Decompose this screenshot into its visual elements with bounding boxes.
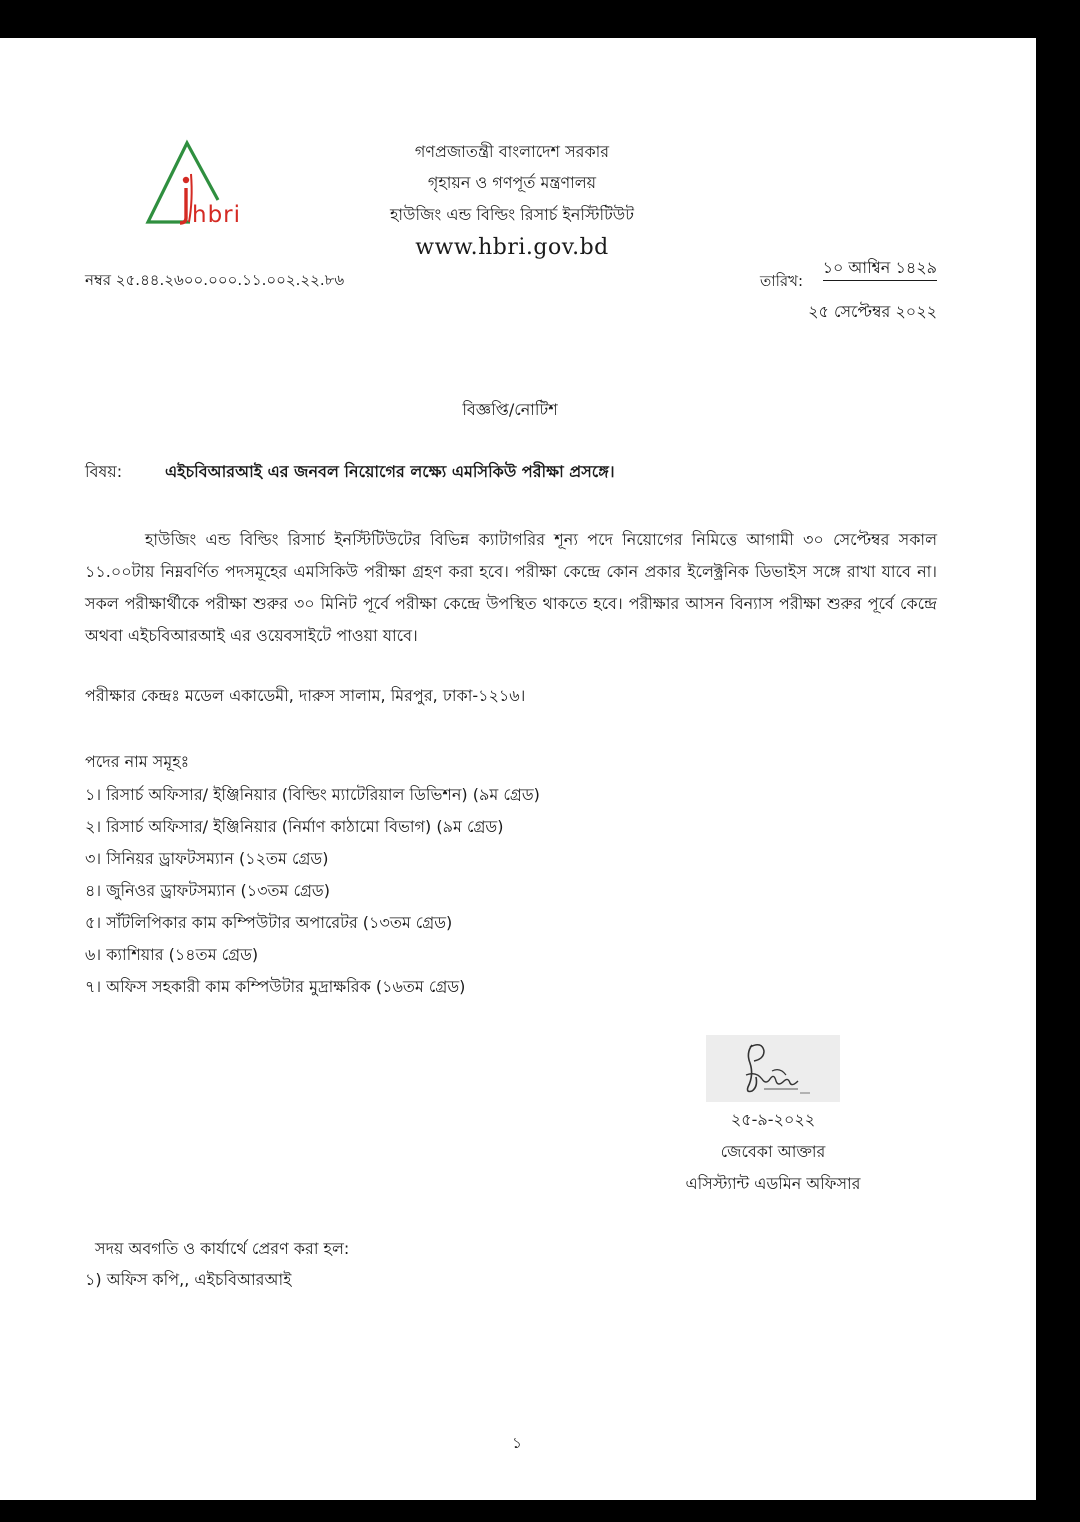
date-english: ২৫ সেপ্টেম্বর ২০২২ <box>808 302 937 321</box>
notice-title: বিজ্ঞপ্তি/নোটিশ <box>462 400 558 419</box>
body-paragraph: হাউজিং এন্ড বিল্ডিং রিসার্চ ইনস্টিটিউটের বিভিন্ন ক্যাটাগরির শূন্য পদে নিয়োগের নিমিত্তে আগামী ৩০ সেপ্টেম্বর সকাল ১১.০০টায় নিম্নবর্ণিত পদসমূহের এমসিকিউ পরীক্ষা গ্রহণ করা হবে। পরীক্ষা কেন্দ্রে কোন প্রকার ইলেক্ট্রনিক ডিভাইস সঙ্গে রাখা যাবে না। সকল পরীক্ষার্থীকে পরীক্ষা শুরুর ৩০ মিনিট পূর্বে পরীক্ষা কেন্দ্রে উপস্থিত থাকতে হবে। পরীক্ষার আসন বিন্যাস পরীক্ষা শুরুর পূর্বে কেন্দ্রে অথবা এইচবিআরআই এর ওয়েবসাইটে পাওয়া যাবে। <box>85 530 937 645</box>
exam-center: পরীক্ষার কেন্দ্রঃ মডেল একাডেমী, দারুস সালাম, মিরপুর, ঢাকা-১২১৬। <box>85 686 526 705</box>
list-item: ৪। জুনিওর ড্রাফটসম্যান (১৩তম গ্রেড) <box>85 881 330 900</box>
signatory-name: জেবেকা আক্তার <box>720 1142 826 1161</box>
subject-text: এইচবিআরআই এর জনবল নিয়োগের লক্ষ্যে এমসিকিউ পরীক্ষা প্রসঙ্গে। <box>165 462 615 481</box>
page-number: ১ <box>512 1434 522 1452</box>
list-item: ৫। সাঁটলিপিকার কাম কম্পিউটার অপারেটর (১৩তম গ্রেড) <box>85 913 453 932</box>
header-ministry: গৃহায়ন ও গণপূর্ত মন্ত্রণালয় <box>427 173 597 192</box>
signature-date: ২৫-৯-২০২২ <box>730 1110 816 1129</box>
scan-border-bottom <box>0 1500 1080 1522</box>
signature-scribble <box>706 1035 840 1102</box>
distribution-item: ১) অফিস কপি,, এইচবিআরআই <box>85 1270 292 1289</box>
list-item: ১। রিসার্চ অফিসার/ ইঞ্জিনিয়ার (বিল্ডিং ম্যাটেরিয়াল ডিভিশন) (৯ম গ্রেড) <box>85 785 540 804</box>
scan-border-right <box>1036 0 1080 1522</box>
list-item: ৬। ক্যাশিয়ার (১৪তম গ্রেড) <box>85 945 259 964</box>
list-item: ২। রিসার্চ অফিসার/ ইঞ্জিনিয়ার (নির্মাণ কাঠামো বিভাগ) (৯ম গ্রেড) <box>85 817 504 836</box>
posts-list <box>85 784 945 1008</box>
signatory-designation: এসিস্ট্যান্ট এডমিন অফিসার <box>685 1174 861 1193</box>
header-institute: হাউজিং এন্ড বিল্ডিং রিসার্চ ইনস্টিটিউট <box>390 205 634 224</box>
signature-image <box>706 1035 840 1102</box>
header-government: গণপ্রজাতন্ত্রী বাংলাদেশ সরকার <box>414 142 610 161</box>
subject-label: বিষয়: <box>85 462 123 481</box>
list-item: ৩। সিনিয়র ড্রাফটসম্যান (১২তম গ্রেড) <box>85 849 329 868</box>
logo-i-dot <box>183 177 189 183</box>
header-website: www.hbri.gov.bd <box>415 235 609 260</box>
date-label: তারিখ: <box>760 272 804 290</box>
hbri-logo <box>140 138 265 228</box>
posts-heading: পদের নাম সমূহঃ <box>85 752 190 771</box>
list-item: ৭। অফিস সহকারী কাম কম্পিউটার মুদ্রাক্ষরিক (১৬তম গ্রেড) <box>85 977 466 996</box>
memo-number: নম্বর ২৫.৪৪.২৬০০.০০০.১১.০০২.২২.৮৬ <box>85 271 345 289</box>
distribution-heading: সদয় অবগতি ও কার্যার্থে প্রেরণ করা হল: <box>95 1239 350 1258</box>
scan-border-top <box>0 0 1080 38</box>
date-bangla: ১০ আশ্বিন ১৪২৯ <box>823 258 937 281</box>
logo-i-stem <box>180 188 186 223</box>
logo-text: hbri <box>192 202 242 228</box>
